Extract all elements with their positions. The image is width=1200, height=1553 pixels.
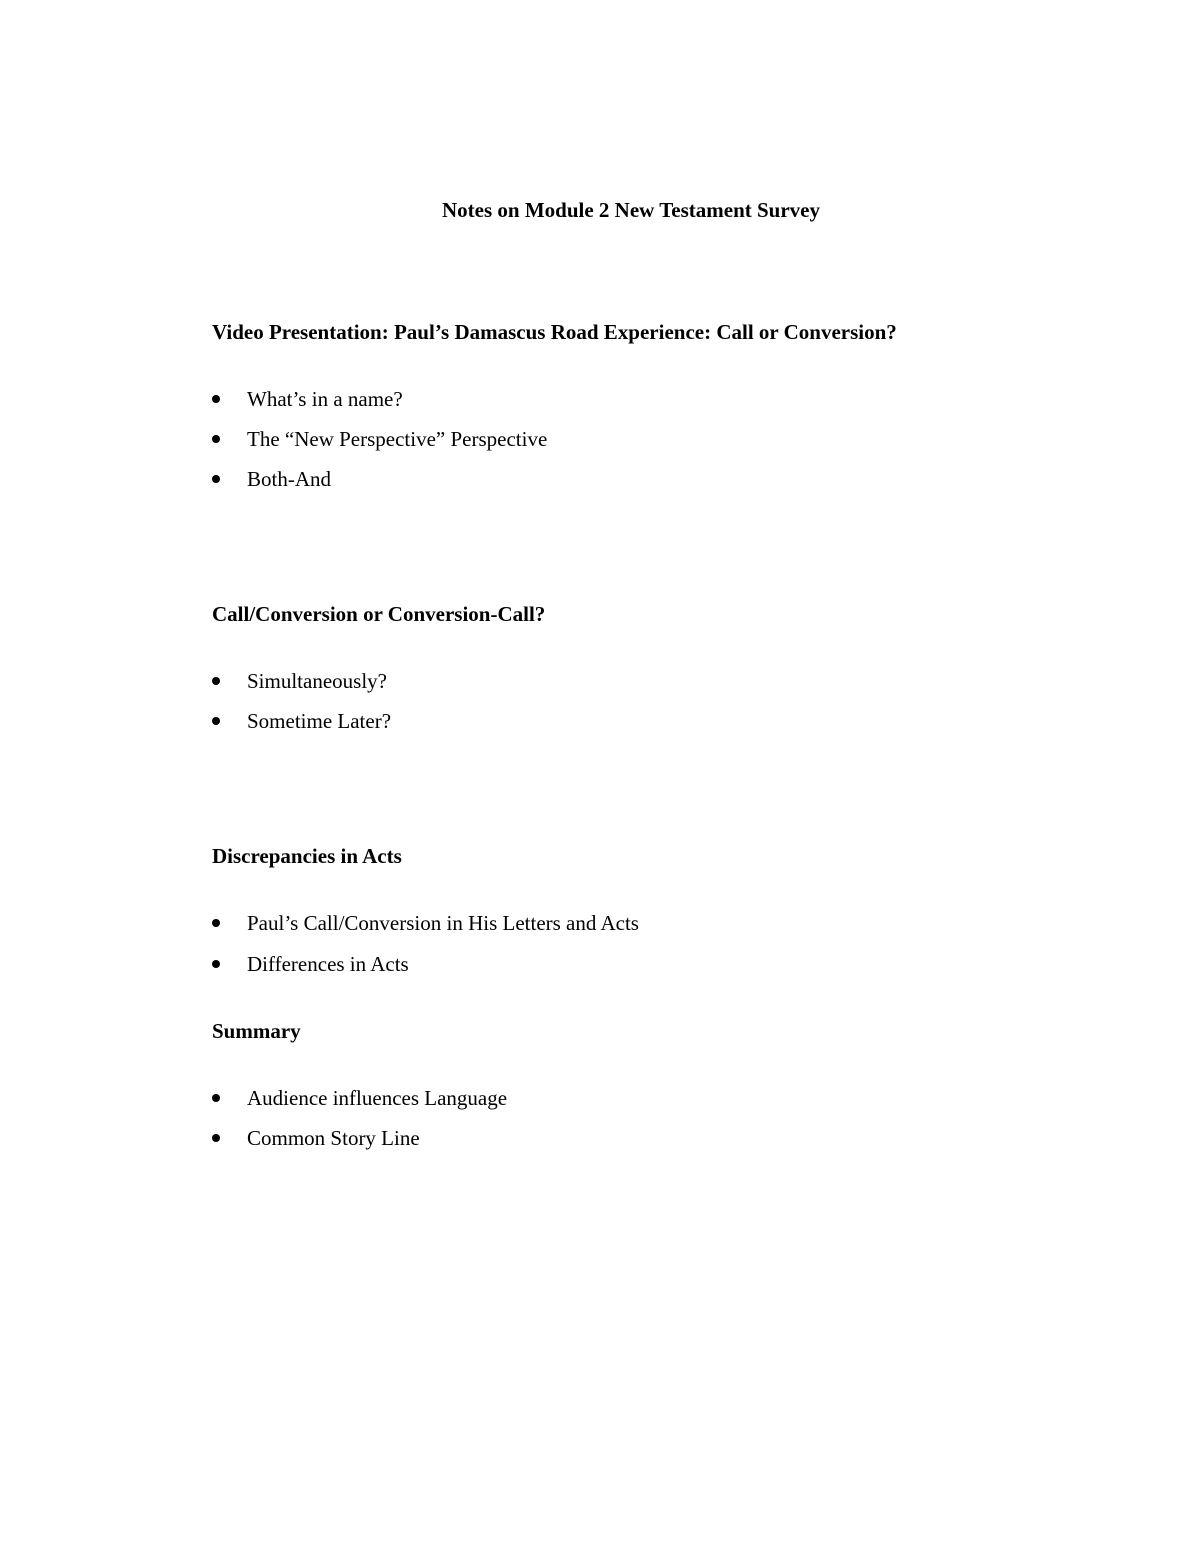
section-heading: Summary (212, 1019, 301, 1043)
list-item-text: Audience influences Language (247, 1086, 508, 1110)
section-video-presentation (212, 318, 1112, 491)
page-title: Notes on Module 2 New Testament Survey (442, 198, 820, 223)
section-heading: Call/Conversion or Conversion-Call? (212, 602, 546, 626)
section-call-conversion (212, 600, 1112, 733)
bullet-icon (212, 919, 220, 927)
list-item-text: Sometime Later? (247, 709, 392, 733)
bullet-icon (212, 1094, 220, 1102)
list-item-text: The “New Perspective” Perspective (247, 427, 548, 451)
section-discrepancies-in-acts (212, 842, 1112, 976)
section-heading: Video Presentation: Paul’s Damascus Road Experience: Call or Conversion? (212, 320, 897, 344)
section-heading: Discrepancies in Acts (212, 844, 402, 868)
bullet-icon (212, 960, 220, 968)
list-item-text: Both-And (247, 467, 331, 491)
list-item-text: Simultaneously? (247, 669, 387, 693)
list-item-text: Paul’s Call/Conversion in His Letters and Acts (247, 911, 639, 935)
list-item-text: Common Story Line (247, 1126, 420, 1150)
bullet-icon (212, 395, 220, 403)
bullet-icon (212, 435, 220, 443)
bullet-icon (212, 1134, 220, 1142)
bullet-icon (212, 475, 220, 483)
list-item-text: Differences in Acts (247, 952, 409, 976)
bullet-icon (212, 717, 220, 725)
list-item-text: What’s in a name? (247, 387, 403, 411)
bullet-icon (212, 677, 220, 685)
section-summary (212, 1017, 1112, 1150)
